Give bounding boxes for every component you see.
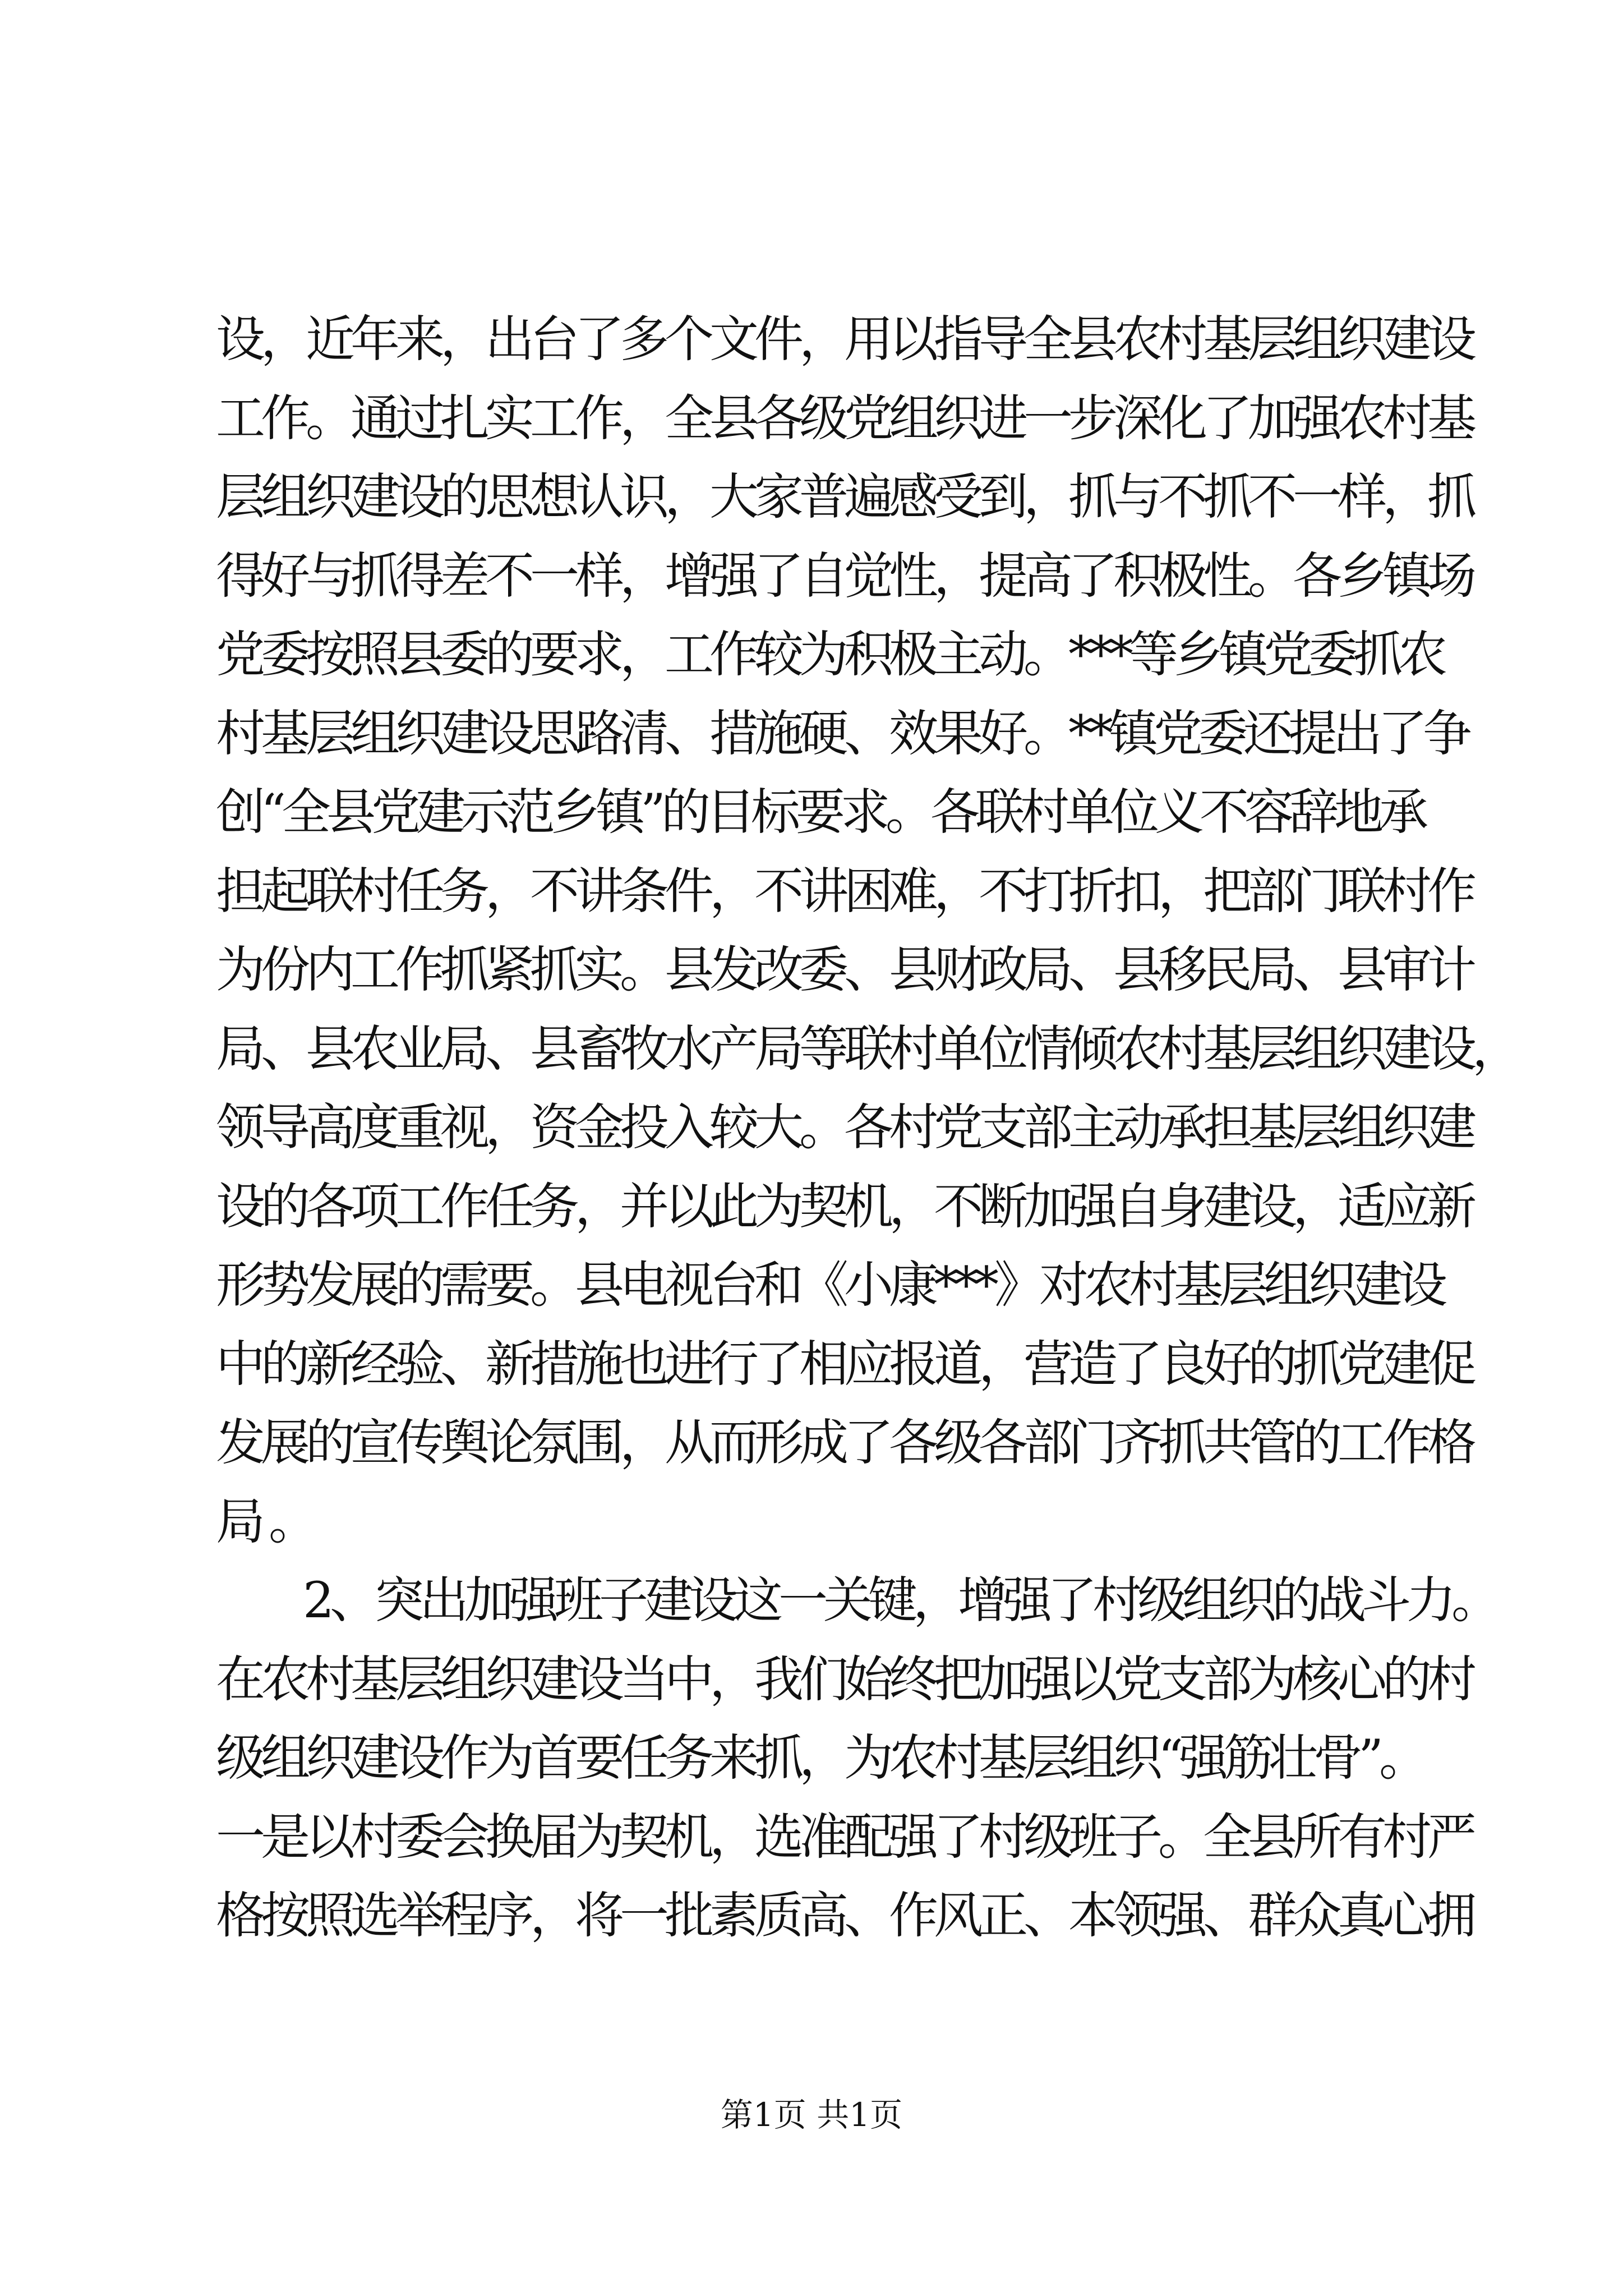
text-line: 村基层组织建设思路清、措施硬、效果好。**镇党委还提出了争: [216, 705, 1468, 762]
text-line: 中的新经验、新措施也进行了相应报道，营造了良好的抓党建促: [216, 1335, 1473, 1393]
text-line: 设，近年来，出台了多个文件，用以指导全县农村基层组织建设: [216, 310, 1473, 368]
text-line: 担起联村任务，不讲条件，不讲困难，不打折扣，把部门联村作: [216, 862, 1473, 920]
text-line: 格按照选举程序，将一批素质高、作风正、本领强、群众真心拥: [216, 1887, 1473, 1944]
text-line: 得好与抓得差不一样，增强了自觉性，提高了积极性。各乡镇场: [216, 547, 1473, 605]
page-footer: 第1页 共1页: [720, 2096, 903, 2134]
text-line: 为份内工作抓紧抓实。县发改委、县财政局、县移民局、县审计: [216, 941, 1473, 999]
text-line: 一是以村委会换届为契机，选准配强了村级班子。全县所有村严: [216, 1808, 1473, 1866]
text-line: 党委按照县委的要求，工作较为积极主动。***等乡镇党委抓农: [216, 625, 1444, 683]
text-line: 级组织建设作为首要任务来抓，为农村基层组织“强筋壮骨”。: [216, 1729, 1424, 1787]
text-line: 领导高度重视，资金投入较大。各村党支部主动承担基层组织建: [216, 1098, 1473, 1156]
text-line: 局、县农业局、县畜牧水产局等联村单位情倾农村基层组织建设，: [216, 1020, 1518, 1078]
text-line: 创“全县党建示范乡镇”的目标要求。各联村单位义不容辞地承: [216, 783, 1424, 841]
text-line: 发展的宣传舆论氛围，从而形成了各级各部门齐抓共管的工作格: [216, 1414, 1473, 1471]
text-line: 工作。通过扎实工作，全县各级党组织进一步深化了加强农村基: [216, 389, 1473, 447]
text-line: 设的各项工作任务，并以此为契机，不断加强自身建设，适应新: [216, 1177, 1473, 1235]
text-line: 在农村基层组织建设当中，我们始终把加强以党支部为核心的村: [216, 1650, 1473, 1708]
text-line: 形势发展的需要。县电视台和《小康***》对农村基层组织建设: [216, 1256, 1444, 1314]
text-line: 2、突出加强班子建设这一关键，增强了村级组织的战斗力。: [303, 1571, 1496, 1629]
text-line: 层组织建设的思想认识，大家普遍感受到，抓与不抓不一样，抓: [216, 468, 1473, 526]
text-line: 局。: [216, 1493, 322, 1550]
